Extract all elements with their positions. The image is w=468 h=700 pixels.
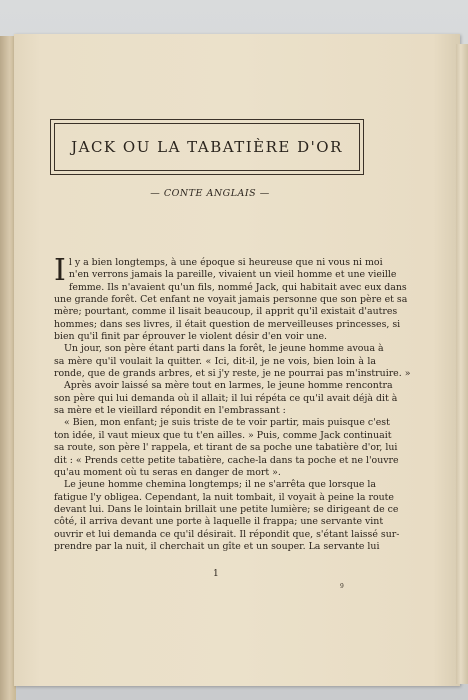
text-line: fatigue l'y obligea. Cependant, la nuit tombait, il voyait à peine la route xyxy=(54,491,394,503)
page-number: 1 xyxy=(213,569,219,579)
text-line: n'en verrons jamais la pareille, vivaient un vieil homme et une vieille xyxy=(68,269,397,281)
text-line: « Bien, mon enfant; je suis triste de te voir partir, mais puisque c'est xyxy=(64,417,390,429)
text-line: sa mère et le vieillard répondit en l'embrassant : xyxy=(54,405,286,417)
text-line: sa mère qu'il voulait la quitter. « Ici, dit-il, je ne vois, bien loin à la xyxy=(54,355,376,367)
paragraph xyxy=(54,417,399,479)
text-line: Après avoir laissé sa mère tout en larmes, le jeune homme rencontra xyxy=(64,380,393,392)
paragraph xyxy=(54,343,411,380)
text-line: une grande forêt. Cet enfant ne voyait jamais personne que son père et sa xyxy=(54,294,408,306)
paragraph xyxy=(54,253,408,343)
text-line: dit : « Prends cette petite tabatière, cache-la dans ta poche et ne l'ouvre xyxy=(54,454,399,466)
text-line: qu'au moment où tu seras en danger de mort ». xyxy=(54,466,281,478)
title-frame xyxy=(50,119,364,175)
body-text xyxy=(54,253,411,553)
text-line: femme. Ils n'avaient qu'un fils, nommé Jack, qui habitait avec eux dans xyxy=(68,281,407,293)
text-line: prendre par la nuit, il cherchait un gîte et un souper. La servante lui xyxy=(54,540,380,552)
text-line: ton idée, il vaut mieux que tu t'en ailles. » Puis, comme Jack continuait xyxy=(54,429,392,441)
drop-cap: I xyxy=(54,253,66,288)
text-line: hommes; dans ses livres, il était question de merveilleuses princesses, si xyxy=(54,318,401,330)
text-line: ouvrir et lui demanda ce qu'il désirait. Il répondit que, s'étant laissé sur- xyxy=(54,528,400,540)
text-line: sa route, son père l' rappela, et tirant de sa poche une tabatière d'or, lui xyxy=(54,442,398,454)
page-stack-edge xyxy=(456,44,468,684)
paragraph xyxy=(54,380,398,417)
text-line: l y a bien longtemps, à une époque si heureuse que ni vous ni moi xyxy=(68,257,383,268)
text-line: ronde, que de grands arbres, et si j'y reste, je ne pourrai pas m'instruire. » xyxy=(54,368,411,380)
text-line: son père qui lui demanda où il allait; il lui répéta ce qu'il avait déjà dit à xyxy=(54,392,398,404)
paragraph xyxy=(54,479,400,553)
text-line: mère; pourtant, comme il lisait beaucoup, il apprit qu'il existait d'autres xyxy=(54,306,398,318)
text-line: bien qu'il finit par éprouver le violent désir d'en voir une. xyxy=(54,331,328,343)
chapter-subtitle: — CONTE ANGLAIS — xyxy=(150,188,270,199)
signature-mark: 9 xyxy=(340,583,344,590)
text-line: devant lui. Dans le lointain brillait une petite lumière; se dirigeant de ce xyxy=(54,503,399,515)
title-frame-inner xyxy=(54,123,360,171)
text-line: Un jour, son père étant parti dans la forêt, le jeune homme avoua à xyxy=(64,343,384,355)
text-line: Le jeune homme chemina longtemps; il ne s'arrêta que lorsque la xyxy=(64,479,376,491)
chapter-title: JACK OU LA TABATIÈRE D'OR xyxy=(71,138,343,156)
text-line: côté, il arriva devant une porte à laquelle il frappa; une servante vint xyxy=(54,516,384,528)
